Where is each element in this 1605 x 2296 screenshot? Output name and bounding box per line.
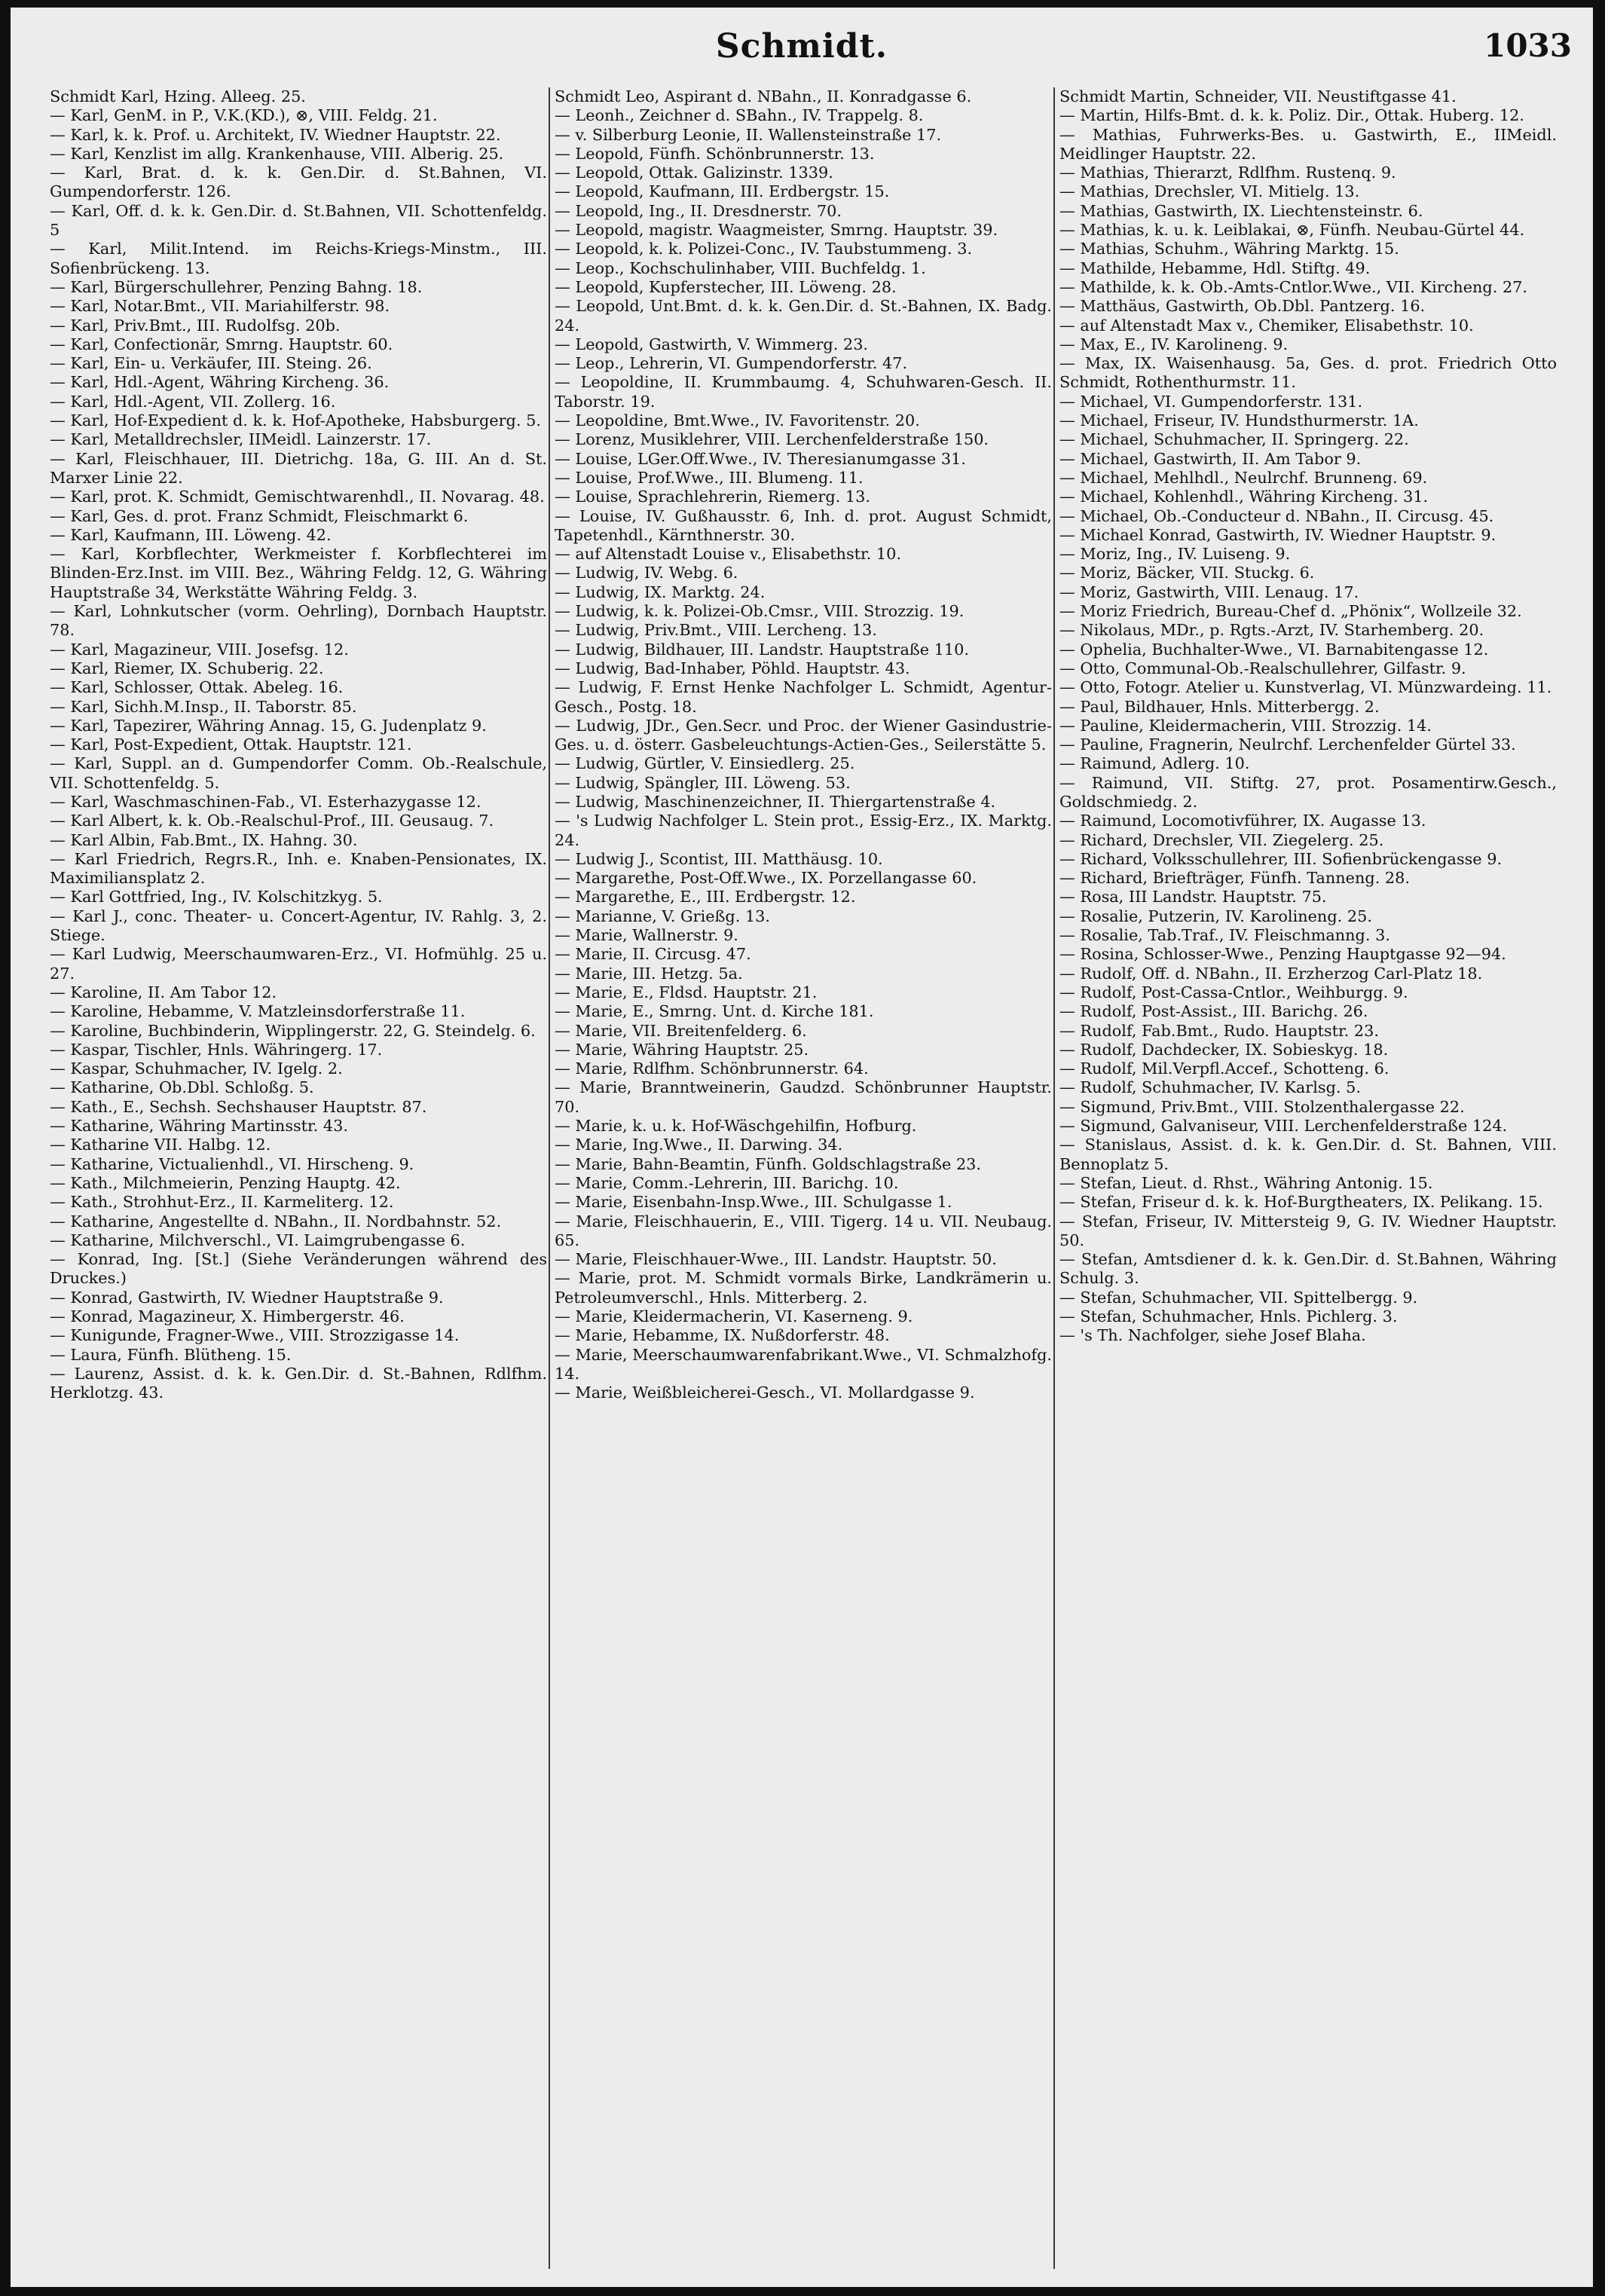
directory-entry: — Rosa, III Landstr. Hauptstr. 75.	[1059, 888, 1327, 906]
column-3	[1059, 87, 1557, 1346]
directory-entry: — 's Th. Nachfolger, siehe Josef Blaha.	[1059, 1326, 1366, 1345]
directory-entry: — Leopoldine, II. Krummbaumg. 4, Schuhwaren-Gesch. II. Taborstr. 19.	[555, 373, 1052, 411]
directory-entry: — Michael, Kohlenhdl., Währing Kircheng. 31.	[1059, 488, 1429, 506]
directory-entry: — Karl, GenM. in P., V.K.(KD.), ⊗, VIII. Feldg. 21.	[50, 106, 438, 125]
directory-entry: — Rudolf, Schuhmacher, IV. Karlsg. 5.	[1059, 1078, 1361, 1097]
directory-entry: — Karl J., conc. Theater- u. Concert-Agentur, IV. Rahlg. 3, 2. Stiege.	[50, 906, 547, 945]
directory-entry: — Michael Konrad, Gastwirth, IV. Wiedner Hauptstr. 9.	[1059, 525, 1496, 544]
directory-entry: — Katharine, Ob.Dbl. Schloßg. 5.	[50, 1078, 314, 1097]
directory-entry: — Moriz Friedrich, Bureau-Chef d. „Phönix“, Wollzeile 32.	[1059, 602, 1522, 621]
directory-entry: — Marie, VII. Breitenfelderg. 6.	[555, 1021, 807, 1040]
directory-entry: — Karl, Metalldrechsler, IIMeidl. Lainzerstr. 17.	[50, 430, 432, 449]
directory-entry: — Louise, Prof.Wwe., III. Blumeng. 11.	[555, 468, 864, 487]
directory-entry: — Rudolf, Fab.Bmt., Rudo. Hauptstr. 23.	[1059, 1021, 1379, 1040]
directory-entry: — Michael, VI. Gumpendorferstr. 131.	[1059, 392, 1363, 411]
directory-entry: — Nikolaus, MDr., p. Rgts.-Arzt, IV. Starhemberg. 20.	[1059, 621, 1484, 640]
directory-entry: — Kath., Milchmeierin, Penzing Hauptg. 42.	[50, 1173, 401, 1192]
directory-entry: — Katharine, Währing Martinsstr. 43.	[50, 1117, 348, 1136]
directory-entry: — auf Altenstadt Max v., Chemiker, Elisabethstr. 10.	[1059, 316, 1474, 335]
directory-entry: — Marie, E., Fldsd. Hauptstr. 21.	[555, 983, 818, 1001]
directory-entry: — Karl, Lohnkutscher (vorm. Oehrling), Dornbach Hauptstr. 78.	[50, 602, 547, 640]
directory-entry: Schmidt Martin, Schneider, VII. Neustiftgasse 41.	[1059, 87, 1457, 105]
directory-entry: — Kath., E., Sechsh. Sechshauser Hauptstr. 87.	[50, 1097, 427, 1116]
directory-entry: — Ludwig, JDr., Gen.Secr. und Proc. der Wiener Gasindustrie-Ges. u. d. österr. Gasbeleuchtungs-Actien-Ges., Seilerstätte 5.	[555, 716, 1052, 754]
directory-entry: — Marie, Comm.-Lehrerin, III. Barichg. 10.	[555, 1173, 899, 1192]
directory-entry: — Marianne, V. Grießg. 13.	[555, 906, 771, 925]
directory-entry: — Konrad, Gastwirth, IV. Wiedner Hauptstraße 9.	[50, 1288, 444, 1307]
directory-entry: — Marie, Fleischhauer-Wwe., III. Landstr. Hauptstr. 50.	[555, 1250, 997, 1269]
directory-entry: — Ludwig, F. Ernst Henke Nachfolger L. Schmidt, Agentur-Gesch., Postg. 18.	[555, 678, 1052, 716]
column-divider	[1053, 87, 1055, 2269]
directory-entry: — Ludwig, IV. Webg. 6.	[555, 564, 738, 582]
directory-entry: — Otto, Fotogr. Atelier u. Kunstverlag, VI. Münzwardeing. 11.	[1059, 678, 1552, 697]
directory-entry: — Ludwig, Bad-Inhaber, Pöhld. Hauptstr. 43.	[555, 659, 910, 677]
directory-entry: — Karl, prot. K. Schmidt, Gemischtwarenhdl., II. Novarag. 48.	[50, 488, 545, 506]
directory-entry: — Karl, Tapezirer, Währing Annag. 15, G. Judenplatz 9.	[50, 716, 487, 735]
directory-entry: — Rudolf, Mil.Verpfl.Accef., Schotteng. 6.	[1059, 1059, 1389, 1078]
directory-entry: — Leopold, k. k. Polizei-Conc., IV. Taubstummeng. 3.	[555, 240, 973, 258]
directory-entry: — Raimund, Locomotivführer, IX. Augasse 13.	[1059, 812, 1426, 830]
directory-entry: — auf Altenstadt Louise v., Elisabethstr. 10.	[555, 545, 901, 564]
directory-entry: — Karl, Hdl.-Agent, VII. Zollerg. 16.	[50, 392, 336, 411]
directory-entry: — Karl, Milit.Intend. im Reichs-Kriegs-Minstm., III. Sofienbrückeng. 13.	[50, 240, 547, 277]
directory-entry: — Laurenz, Assist. d. k. k. Gen.Dir. d. St.-Bahnen, Rdlfhm. Herklotzg. 43.	[50, 1364, 547, 1402]
directory-entry: — Marie, Meerschaumwarenfabrikant.Wwe., VI. Schmalzhofg. 14.	[555, 1345, 1052, 1383]
directory-entry: — Stefan, Lieut. d. Rhst., Währing Antonig. 15.	[1059, 1173, 1433, 1192]
directory-entry: — Leopold, Gastwirth, V. Wimmerg. 23.	[555, 335, 869, 353]
directory-entry: Schmidt Karl, Hzing. Alleeg. 25.	[50, 87, 306, 105]
directory-entry: — Leop., Kochschulinhaber, VIII. Buchfeldg. 1.	[555, 258, 926, 277]
directory-entry: — Marie, Wallnerstr. 9.	[555, 926, 738, 945]
directory-entry: — Raimund, Adlerg. 10.	[1059, 754, 1250, 773]
directory-entry: — Ludwig, IX. Marktg. 24.	[555, 582, 766, 601]
directory-entry: — Louise, IV. Gußhausstr. 6, Inh. d. prot. August Schmidt, Tapetenhdl., Kärnthnerstr. 30.	[555, 506, 1052, 544]
directory-entry: — Rosalie, Tab.Traf., IV. Fleischmanng. 3.	[1059, 926, 1390, 945]
directory-entry: — Rudolf, Dachdecker, IX. Sobieskyg. 18.	[1059, 1040, 1389, 1059]
directory-entry: — Karoline, Buchbinderin, Wipplingerstr. 22, G. Steindelg. 6.	[50, 1021, 536, 1040]
directory-entry: — Ludwig, k. k. Polizei-Ob.Cmsr., VIII. Strozzig. 19.	[555, 602, 965, 621]
directory-entry: — Michael, Gastwirth, II. Am Tabor 9.	[1059, 449, 1362, 468]
directory-entry: — Mathias, Drechsler, VI. Mitielg. 13.	[1059, 182, 1360, 201]
directory-entry: — Karl Albin, Fab.Bmt., IX. Hahng. 30.	[50, 830, 358, 849]
directory-entry: — Katharine, Milchverschl., VI. Laimgrubengasse 6.	[50, 1231, 466, 1249]
directory-entry: — Rudolf, Post-Assist., III. Barichg. 26.	[1059, 1002, 1368, 1021]
directory-entry: — Karl, Ges. d. prot. Franz Schmidt, Fleischmarkt 6.	[50, 506, 469, 525]
directory-entry: — Moriz, Bäcker, VII. Stuckg. 6.	[1059, 564, 1315, 582]
directory-entry: — Margarethe, E., III. Erdbergstr. 12.	[555, 888, 856, 906]
directory-entry: — Karl, Brat. d. k. k. Gen.Dir. d. St.Bahnen, VI. Gumpendorferstr. 126.	[50, 164, 547, 201]
directory-entry: — Stefan, Friseur d. k. k. Hof-Burgtheaters, IX. Pelikang. 15.	[1059, 1193, 1543, 1212]
directory-entry: — Rudolf, Off. d. NBahn., II. Erzherzog Carl-Platz 18.	[1059, 964, 1483, 983]
directory-entry: — Marie, II. Circusg. 47.	[555, 945, 751, 964]
directory-entry: — Konrad, Ing. [St.] (Siehe Veränderungen während des Druckes.)	[50, 1250, 547, 1288]
directory-entry: — Ophelia, Buchhalter-Wwe., VI. Barnabitengasse 12.	[1059, 640, 1489, 659]
directory-entry: — Pauline, Fragnerin, Neulrchf. Lerchenfelder Gürtel 33.	[1059, 735, 1516, 754]
directory-entry: — 's Ludwig Nachfolger L. Stein prot., Essig-Erz., IX. Marktg. 24.	[555, 812, 1052, 849]
directory-entry: — Stefan, Schuhmacher, VII. Spittelbergg. 9.	[1059, 1288, 1418, 1307]
directory-entry: — Raimund, VII. Stiftg. 27, prot. Posamentirw.Gesch., Goldschmiedg. 2.	[1059, 773, 1557, 811]
page-number: 1033	[1484, 27, 1572, 64]
directory-entry: — Otto, Communal-Ob.-Realschullehrer, Gilfastr. 9.	[1059, 659, 1466, 677]
directory-entry: — Max, IX. Waisenhausg. 5a, Ges. d. prot. Friedrich Otto Schmidt, Rothenthurmstr. 11.	[1059, 354, 1557, 392]
directory-entry: — Margarethe, Post-Off.Wwe., IX. Porzellangasse 60.	[555, 869, 977, 888]
directory-entry: — Karl, Suppl. an d. Gumpendorfer Comm. Ob.-Realschule, VII. Schottenfeldg. 5.	[50, 754, 547, 792]
page-title: Schmidt.	[715, 27, 888, 66]
directory-entry: — Leopold, Ing., II. Dresdnerstr. 70.	[555, 201, 842, 220]
directory-entry: — Marie, Hebamme, IX. Nußdorferstr. 48.	[555, 1326, 890, 1345]
column-1	[50, 87, 547, 1402]
directory-entry: — Leopold, Unt.Bmt. d. k. k. Gen.Dir. d. St.-Bahnen, IX. Badg. 24.	[555, 297, 1052, 335]
directory-entry: — Michael, Mehlhdl., Neulrchf. Brunneng. 69.	[1059, 468, 1428, 487]
directory-entry: — Marie, Rdlfhm. Schönbrunnerstr. 64.	[555, 1059, 869, 1078]
directory-entry: — Katharine VII. Halbg. 12.	[50, 1136, 271, 1154]
directory-entry: — Mathias, Fuhrwerks-Bes. u. Gastwirth, E., IIMeidl. Meidlinger Hauptstr. 22.	[1059, 125, 1557, 163]
directory-entry: — Pauline, Kleidermacherin, VIII. Strozzig. 14.	[1059, 716, 1432, 735]
directory-entry: — Max, E., IV. Karolineng. 9.	[1059, 335, 1289, 353]
directory-entry: — Karl, Fleischhauer, III. Dietrichg. 18a, G. III. An d. St. Marxer Linie 22.	[50, 449, 547, 487]
directory-entry: — Kaspar, Schuhmacher, IV. Igelg. 2.	[50, 1059, 343, 1078]
directory-entry: — Karl, Post-Expedient, Ottak. Hauptstr. 121.	[50, 735, 412, 754]
directory-entry: — Karl, Kenzlist im allg. Krankenhause, VIII. Alberig. 25.	[50, 144, 504, 163]
directory-entry: — Leopold, Kaufmann, III. Erdbergstr. 15.	[555, 182, 890, 201]
directory-entry: — Karoline, Hebamme, V. Matzleinsdorferstraße 11.	[50, 1002, 466, 1021]
directory-entry: — Kunigunde, Fragner-Wwe., VIII. Strozzigasse 14.	[50, 1326, 460, 1345]
directory-entry: — v. Silberburg Leonie, II. Wallensteinstraße 17.	[555, 125, 942, 144]
directory-entry: — Richard, Briefträger, Fünfh. Tanneng. 28.	[1059, 869, 1410, 888]
directory-entry: — Sigmund, Priv.Bmt., VIII. Stolzenthalergasse 22.	[1059, 1097, 1465, 1116]
directory-entry: — Rudolf, Post-Cassa-Cntlor., Weihburgg. 9.	[1059, 983, 1408, 1001]
directory-entry: — Kath., Strohhut-Erz., II. Karmeliterg. 12.	[50, 1193, 394, 1212]
directory-entry: — Marie, Kleidermacherin, VI. Kaserneng. 9.	[555, 1307, 913, 1325]
directory-entry: — Mathilde, k. k. Ob.-Amts-Cntlor.Wwe., VII. Kircheng. 27.	[1059, 277, 1528, 296]
directory-entry: — Marie, Fleischhauerin, E., VIII. Tigerg. 14 u. VII. Neubaug. 65.	[555, 1212, 1052, 1249]
directory-entry: — Leopold, Kupferstecher, III. Löweng. 28.	[555, 277, 897, 296]
directory-entry: — Marie, Branntweinerin, Gaudzd. Schönbrunner Hauptstr. 70.	[555, 1078, 1052, 1116]
directory-page	[11, 8, 1593, 2287]
directory-entry: — Mathias, Gastwirth, IX. Liechtensteinstr. 6.	[1059, 201, 1423, 220]
directory-entry: — Katharine, Victualienhdl., VI. Hirscheng. 9.	[50, 1154, 414, 1173]
column-divider	[549, 87, 550, 2269]
directory-entry: — Karl Ludwig, Meerschaumwaren-Erz., VI. Hofmühlg. 25 u. 27.	[50, 945, 547, 983]
directory-entry: — Karl, Hdl.-Agent, Währing Kircheng. 36.	[50, 373, 390, 392]
directory-entry: — Marie, prot. M. Schmidt vormals Birke, Landkrämerin u. Petroleumverschl., Hnls. Mitterberg. 2.	[555, 1269, 1052, 1307]
directory-entry: — Ludwig, Gürtler, V. Einsiedlerg. 25.	[555, 754, 855, 773]
directory-entry: — Matthäus, Gastwirth, Ob.Dbl. Pantzerg. 16.	[1059, 297, 1426, 316]
directory-entry: — Martin, Hilfs-Bmt. d. k. k. Poliz. Dir., Ottak. Huberg. 12.	[1059, 106, 1524, 125]
directory-entry: — Ludwig, Bildhauer, III. Landstr. Hauptstraße 110.	[555, 640, 969, 659]
directory-entry: — Stefan, Friseur, IV. Mittersteig 9, G. IV. Wiedner Hauptstr. 50.	[1059, 1212, 1557, 1249]
directory-entry: — Leonh., Zeichner d. SBahn., IV. Trappelg. 8.	[555, 106, 924, 125]
directory-entry: — Karl, Notar.Bmt., VII. Mariahilferstr. 98.	[50, 297, 390, 316]
directory-entry: Schmidt Leo, Aspirant d. NBahn., II. Konradgasse 6.	[555, 87, 972, 105]
directory-entry: — Karl, Schlosser, Ottak. Abeleg. 16.	[50, 678, 344, 697]
directory-entry: — Karl, Waschmaschinen-Fab., VI. Esterhazygasse 12.	[50, 792, 482, 811]
directory-entry: — Marie, Eisenbahn-Insp.Wwe., III. Schulgasse 1.	[555, 1193, 952, 1212]
directory-entry: — Leopold, magistr. Waagmeister, Smrng. Hauptstr. 39.	[555, 221, 998, 240]
directory-entry: — Karl, Kaufmann, III. Löweng. 42.	[50, 525, 332, 544]
directory-entry: — Katharine, Angestellte d. NBahn., II. Nordbahnstr. 52.	[50, 1212, 502, 1231]
directory-entry: — Moriz, Ing., IV. Luiseng. 9.	[1059, 545, 1291, 564]
directory-entry: — Marie, Währing Hauptstr. 25.	[555, 1040, 809, 1059]
column-2	[555, 87, 1052, 1402]
directory-entry: — Ludwig, Priv.Bmt., VIII. Lercheng. 13.	[555, 621, 877, 640]
directory-entry: — Marie, Ing.Wwe., II. Darwing. 34.	[555, 1136, 843, 1154]
directory-entry: — Ludwig, Maschinenzeichner, II. Thiergartenstraße 4.	[555, 792, 996, 811]
directory-entry: — Stefan, Amtsdiener d. k. k. Gen.Dir. d. St.Bahnen, Währing Schulg. 3.	[1059, 1250, 1557, 1288]
directory-entry: — Stefan, Schuhmacher, Hnls. Pichlerg. 3.	[1059, 1307, 1398, 1325]
directory-entry: — Karl, Korbflechter, Werkmeister f. Korbflechterei im Blinden-Erz.Inst. im VIII. Bez., Währing Feldg. 12, G. Währing Hauptstraße 34, Werkstätte Währing Feldg. 3.	[50, 545, 547, 601]
directory-entry: — Mathias, Thierarzt, Rdlfhm. Rustenq. 9.	[1059, 164, 1396, 182]
directory-entry: — Leopold, Fünfh. Schönbrunnerstr. 13.	[555, 144, 875, 163]
directory-entry: — Leopold, Ottak. Galizinstr. 1339.	[555, 164, 833, 182]
directory-entry: — Richard, Volksschullehrer, III. Sofienbrückengasse 9.	[1059, 849, 1503, 868]
page-header	[11, 27, 1593, 80]
directory-entry: — Richard, Drechsler, VII. Ziegelerg. 25.	[1059, 830, 1384, 849]
directory-entry: — Rosina, Schlosser-Wwe., Penzing Hauptgasse 92—94.	[1059, 945, 1506, 964]
directory-entry: — Stanislaus, Assist. d. k. k. Gen.Dir. d. St. Bahnen, VIII. Bennoplatz 5.	[1059, 1136, 1557, 1173]
directory-entry: — Karl, Ein- u. Verkäufer, III. Steing. 26.	[50, 354, 372, 373]
directory-entry: — Michael, Schuhmacher, II. Springerg. 22.	[1059, 430, 1409, 449]
directory-entry: — Ludwig, Spängler, III. Löweng. 53.	[555, 773, 851, 792]
directory-entry: — Karl, Priv.Bmt., III. Rudolfsg. 20b.	[50, 316, 341, 335]
directory-entry: — Karl, Magazineur, VIII. Josefsg. 12.	[50, 640, 349, 659]
directory-entry: — Michael, Ob.-Conducteur d. NBahn., II. Circusg. 45.	[1059, 506, 1494, 525]
directory-entry: — Karl, k. k. Prof. u. Architekt, IV. Wiedner Hauptstr. 22.	[50, 125, 501, 144]
directory-entry: — Laura, Fünfh. Blütheng. 15.	[50, 1345, 292, 1364]
directory-entry: — Karl, Bürgerschullehrer, Penzing Bahng. 18.	[50, 277, 423, 296]
directory-entry: — Mathias, Schuhm., Währing Marktg. 15.	[1059, 240, 1399, 258]
directory-entry: — Karl Albert, k. k. Ob.-Realschul-Prof., III. Geusaug. 7.	[50, 812, 494, 830]
directory-entry: — Michael, Friseur, IV. Hundsthurmerstr. 1A.	[1059, 411, 1419, 430]
directory-entry: — Marie, E., Smrng. Unt. d. Kirche 181.	[555, 1002, 874, 1021]
directory-entry: — Kaspar, Tischler, Hnls. Währingerg. 17.	[50, 1040, 383, 1059]
directory-entry: — Ludwig J., Scontist, III. Matthäusg. 10.	[555, 849, 883, 868]
directory-entry: — Karl, Off. d. k. k. Gen.Dir. d. St.Bahnen, VII. Schottenfeldg. 5	[50, 201, 547, 240]
directory-entry: — Marie, k. u. k. Hof-Wäschgehilfin, Hofburg.	[555, 1117, 917, 1136]
directory-entry: — Moriz, Gastwirth, VIII. Lenaug. 17.	[1059, 582, 1359, 601]
directory-entry: — Leopoldine, Bmt.Wwe., IV. Favoritenstr. 20.	[555, 411, 920, 430]
directory-entry: — Karoline, II. Am Tabor 12.	[50, 983, 277, 1001]
directory-entry: — Mathias, k. u. k. Leiblakai, ⊗, Fünfh. Neubau-Gürtel 44.	[1059, 221, 1525, 240]
directory-entry: — Leop., Lehrerin, VI. Gumpendorferstr. 47.	[555, 354, 908, 373]
directory-entry: — Karl, Confectionär, Smrng. Hauptstr. 60.	[50, 335, 393, 353]
directory-entry: — Louise, Sprachlehrerin, Riemerg. 13.	[555, 488, 870, 506]
directory-entry: — Marie, III. Hetzg. 5a.	[555, 964, 743, 983]
directory-entry: — Rosalie, Putzerin, IV. Karolineng. 25.	[1059, 906, 1372, 925]
directory-entry: — Marie, Weißbleicherei-Gesch., VI. Mollardgasse 9.	[555, 1383, 975, 1402]
directory-entry: — Mathilde, Hebamme, Hdl. Stiftg. 49.	[1059, 258, 1371, 277]
directory-entry: — Sigmund, Galvaniseur, VIII. Lerchenfelderstraße 124.	[1059, 1117, 1508, 1136]
directory-entry: — Konrad, Magazineur, X. Himbergerstr. 46.	[50, 1307, 405, 1325]
directory-entry: — Karl, Riemer, IX. Schuberig. 22.	[50, 659, 324, 677]
directory-entry: — Karl Friedrich, Regrs.R., Inh. e. Knaben-Pensionates, IX. Maximiliansplatz 2.	[50, 849, 547, 888]
directory-entry: — Marie, Bahn-Beamtin, Fünfh. Goldschlagstraße 23.	[555, 1154, 982, 1173]
directory-entry: — Paul, Bildhauer, Hnls. Mitterbergg. 2.	[1059, 697, 1380, 716]
directory-entry: — Lorenz, Musiklehrer, VIII. Lerchenfelderstraße 150.	[555, 430, 989, 449]
directory-entry: — Karl, Hof-Expedient d. k. k. Hof-Apotheke, Habsburgerg. 5.	[50, 411, 541, 430]
directory-entry: — Karl, Sichh.M.Insp., II. Taborstr. 85.	[50, 697, 357, 716]
directory-entry: — Karl Gottfried, Ing., IV. Kolschitzkyg. 5.	[50, 888, 383, 906]
directory-entry: — Louise, LGer.Off.Wwe., IV. Theresianumgasse 31.	[555, 449, 966, 468]
